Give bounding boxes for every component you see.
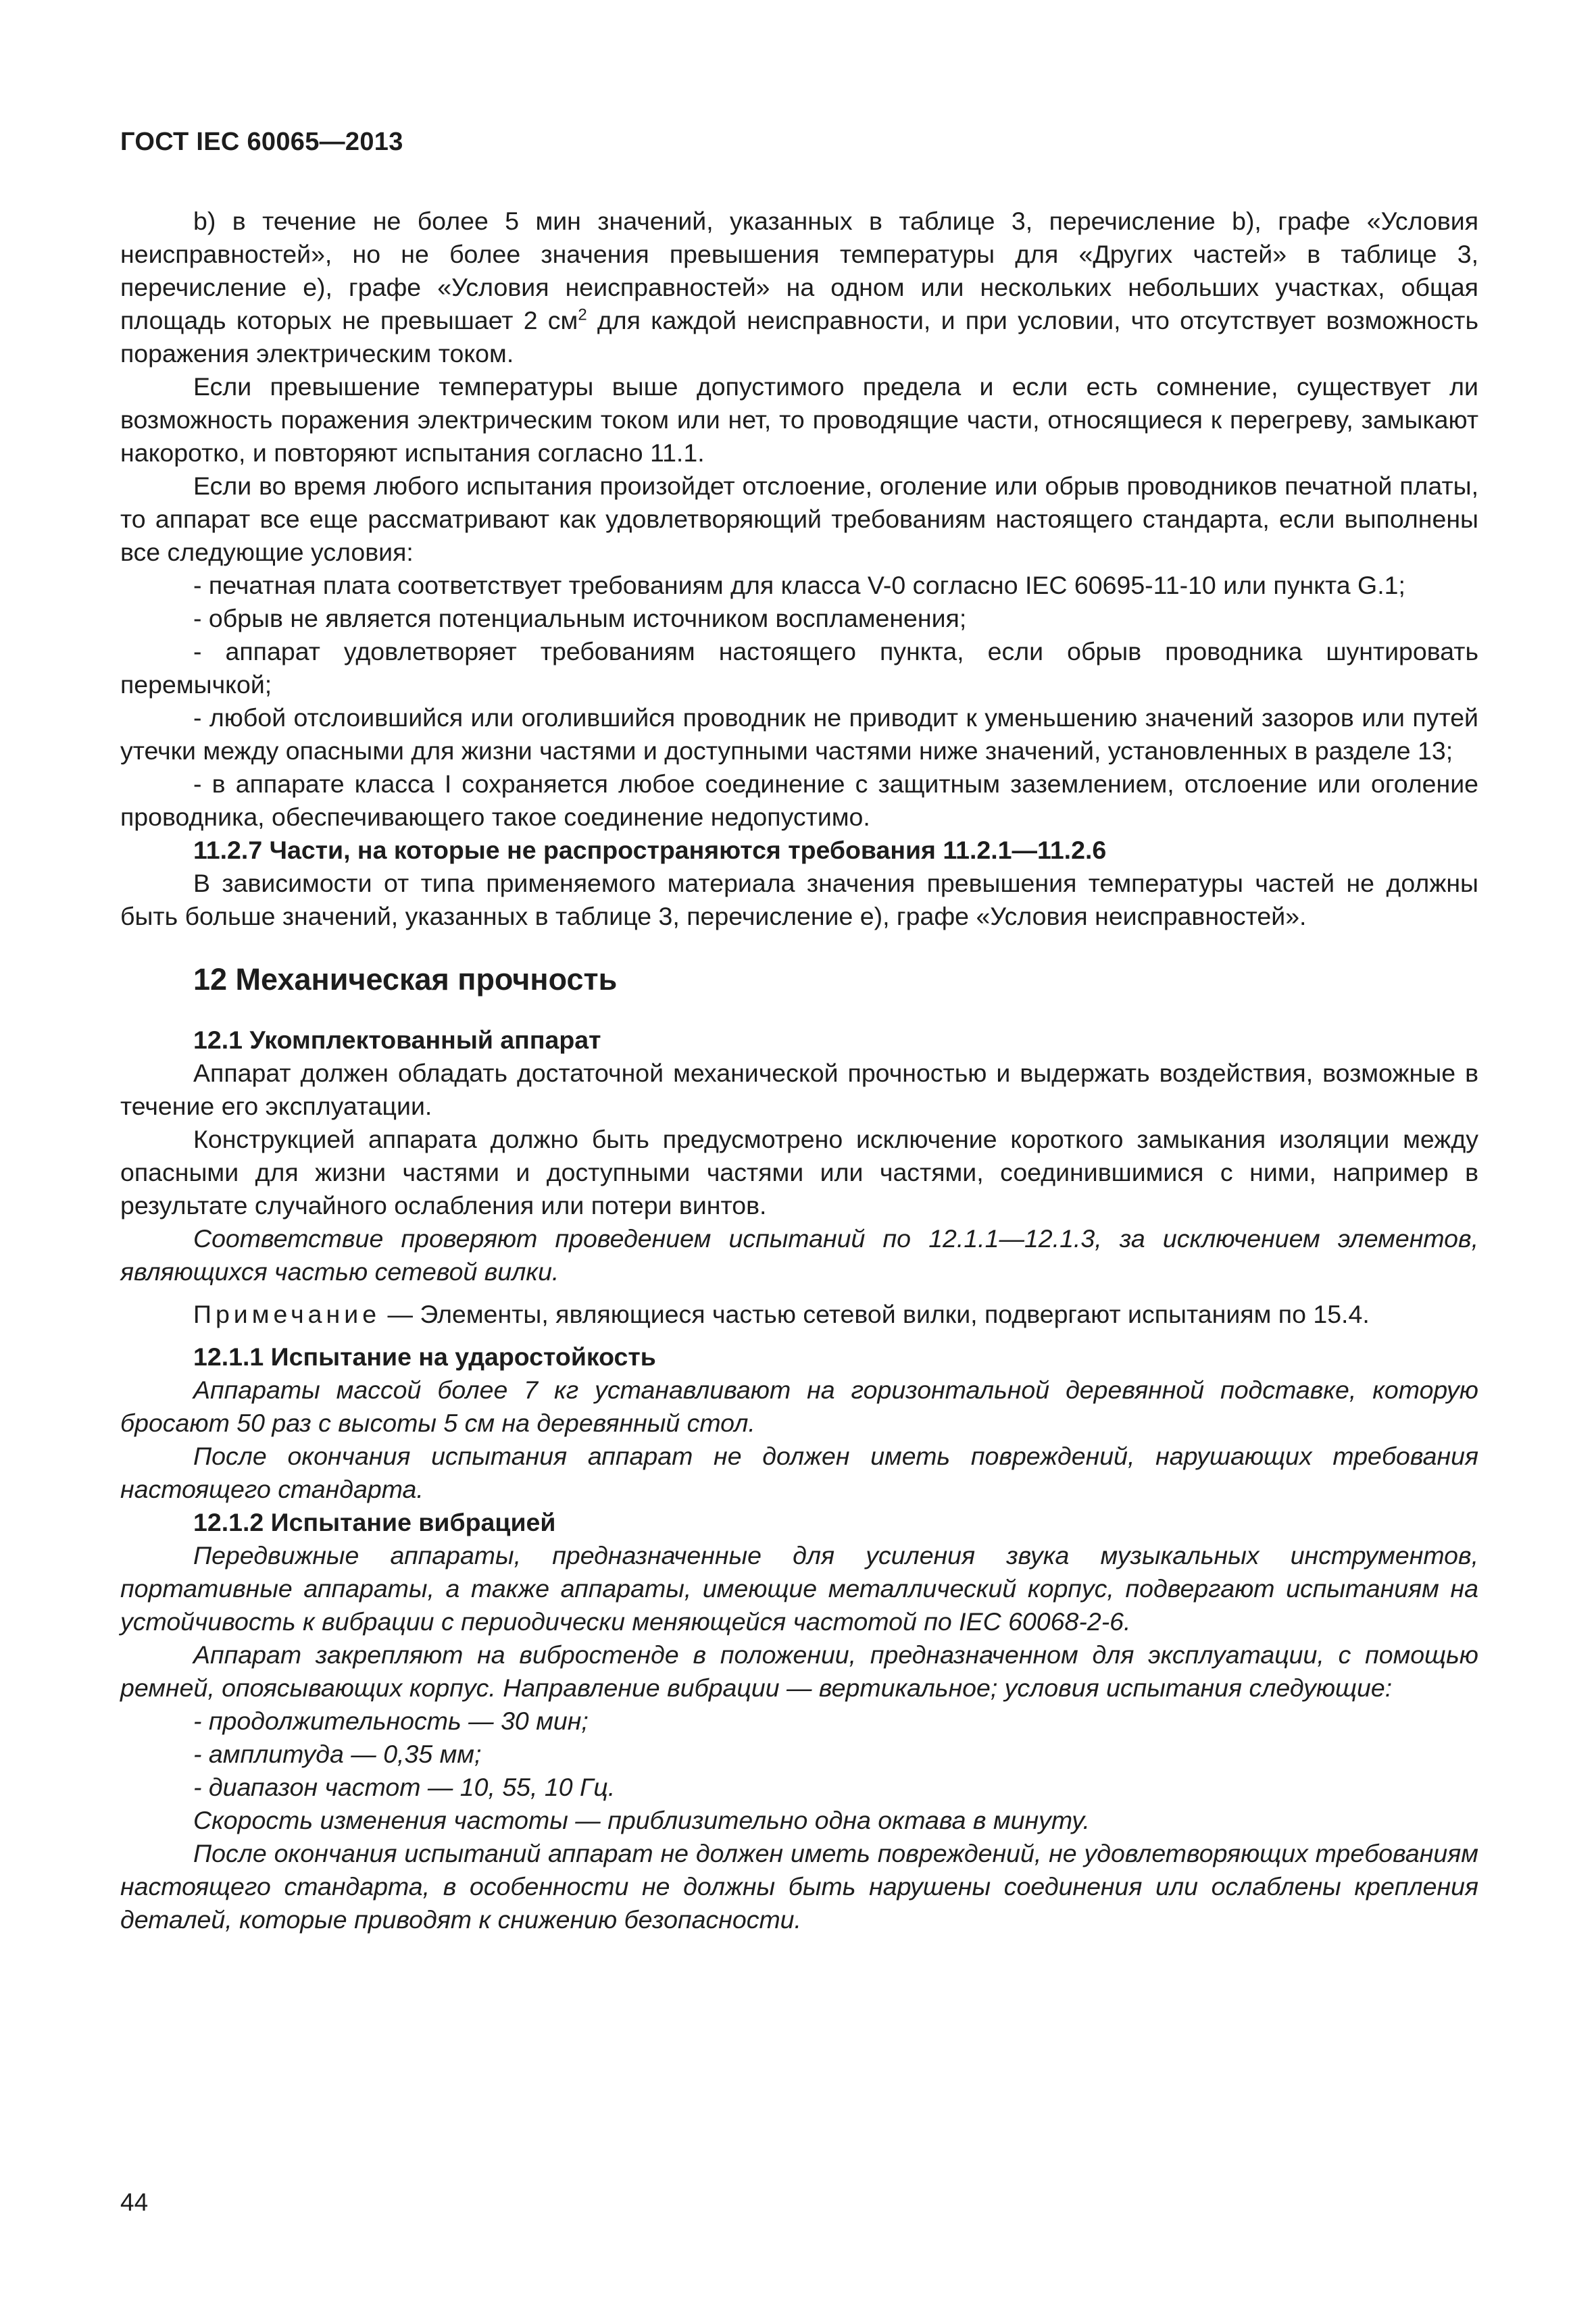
paragraph-text: b) в течение не более 5 мин значений, указанных в таблице 3, перечисление b), графе «Условия неисправностей», но не более значения превышения температуры для «Других частей» в таблице 3, перечисление е), графе «Условия неисправностей» на одном или нескольких небольших участках, общая площадь которых не превышает 2 см xyxy=(120,207,1478,334)
list-item: - аппарат удовлетворяет требованиям настоящего пункта, если обрыв проводника шунтировать перемычкой; xyxy=(120,637,1478,699)
paragraph xyxy=(120,205,1478,370)
list-item: - диапазон частот — 10, 55, 10 Гц. xyxy=(193,1773,616,1801)
paragraph-text: для каждой неисправности, и при условии, что отсутствует возможность поражения электрическим током. xyxy=(120,306,1479,368)
paragraph: Соответствие проверяют проведением испытаний по 12.1.1—12.1.3, за исключением элементов, являющихся частью сетевой вилки. xyxy=(120,1224,1478,1286)
section-heading: 12.1 Укомплектованный аппарат xyxy=(193,1026,601,1054)
note-text: — Элементы, являющиеся частью сетевой вилки, подвергают испытаниям по 15.4. xyxy=(380,1300,1370,1328)
document-body xyxy=(120,205,1478,1936)
chapter-heading: 12 Механическая прочность xyxy=(193,962,618,997)
note-label: Примечание xyxy=(193,1300,381,1328)
paragraph: Если во время любого испытания произойдет отслоение, оголение или обрыв проводников печатной платы, то аппарат все еще рассматривают как удовлетворяющий требованиям настоящего стандарта, если выполнены все следующие условия: xyxy=(120,472,1478,566)
paragraph: Если превышение температуры выше допустимого предела и если есть сомнение, существует ли возможность поражения электрическим током или нет, то проводящие части, относящиеся к перегреву, замыкают накоротко, и повторяют испытания согласно 11.1. xyxy=(120,372,1478,467)
paragraph: Аппарат закрепляют на вибростенде в положении, предназначенном для эксплуатации, с помощью ремней, опоясывающих корпус. Направление вибрации — вертикальное; условия испытания следующие: xyxy=(120,1640,1478,1702)
paragraph: Аппарат должен обладать достаточной механической прочностью и выдержать воздействия, возможные в течение его эксплуатации. xyxy=(120,1059,1478,1120)
paragraph: После окончания испытания аппарат не должен иметь повреждений, нарушающих требования настоящего стандарта. xyxy=(120,1442,1478,1503)
paragraph: После окончания испытаний аппарат не должен иметь повреждений, не удовлетворяющих требованиям настоящего стандарта, в особенности не должны быть нарушены соединения или ослаблены крепления деталей, которые приводят к снижению безопасности. xyxy=(120,1839,1478,1934)
section-heading: 11.2.7 Части, на которые не распространяются требования 11.2.1—11.2.6 xyxy=(193,836,1107,864)
list-item: - обрыв не является потенциальным источником воспламенения; xyxy=(193,604,967,632)
list-item: - в аппарате класса I сохраняется любое соединение с защитным заземлением, отслоение или оголение проводника, обеспечивающего такое соединение недопустимо. xyxy=(120,770,1478,831)
section-heading: 12.1.2 Испытание вибрацией xyxy=(193,1508,556,1536)
paragraph: Скорость изменения частоты — приблизительно одна октава в минуту. xyxy=(193,1806,1090,1834)
paragraph: Конструкцией аппарата должно быть предусмотрено исключение короткого замыкания изоляции между опасными для жизни частями и доступными частями или частями, соединившимися с ними, например в результате случайного ослабления или потери винтов. xyxy=(120,1125,1478,1219)
note xyxy=(120,1298,1478,1331)
list-item: - печатная плата соответствует требованиям для класса V-0 согласно IEC 60695-11-10 или пункта G.1; xyxy=(193,571,1405,599)
section-heading: 12.1.1 Испытание на ударостойкость xyxy=(193,1342,656,1371)
paragraph: Передвижные аппараты, предназначенные для усиления звука музыкальных инструментов, портативные аппараты, а также аппараты, имеющие металлический корпус, подвергают испытаниям на устойчивость к вибрации с периодически меняющейся частотой по IEC 60068-2-6. xyxy=(120,1541,1478,1636)
page-number: 44 xyxy=(120,2188,149,2216)
superscript: 2 xyxy=(578,305,587,324)
document-header: ГОСТ IEC 60065—2013 xyxy=(120,128,403,156)
list-item: - амплитуда — 0,35 мм; xyxy=(193,1740,482,1768)
list-item: - любой отслоившийся или оголившийся проводник не приводит к уменьшению значений зазоров или путей утечки между опасными для жизни частями и доступными частями ниже значений, установленных в разделе 13; xyxy=(120,703,1478,765)
paragraph: Аппараты массой более 7 кг устанавливают на горизонтальной деревянной подставке, которую бросают 50 раз с высоты 5 см на деревянный стол. xyxy=(120,1376,1478,1437)
list-item: - продолжительность — 30 мин; xyxy=(193,1707,589,1735)
paragraph: В зависимости от типа применяемого материала значения превышения температуры частей не должны быть больше значений, указанных в таблице 3, перечисление е), графе «Условия неисправностей». xyxy=(120,869,1478,930)
